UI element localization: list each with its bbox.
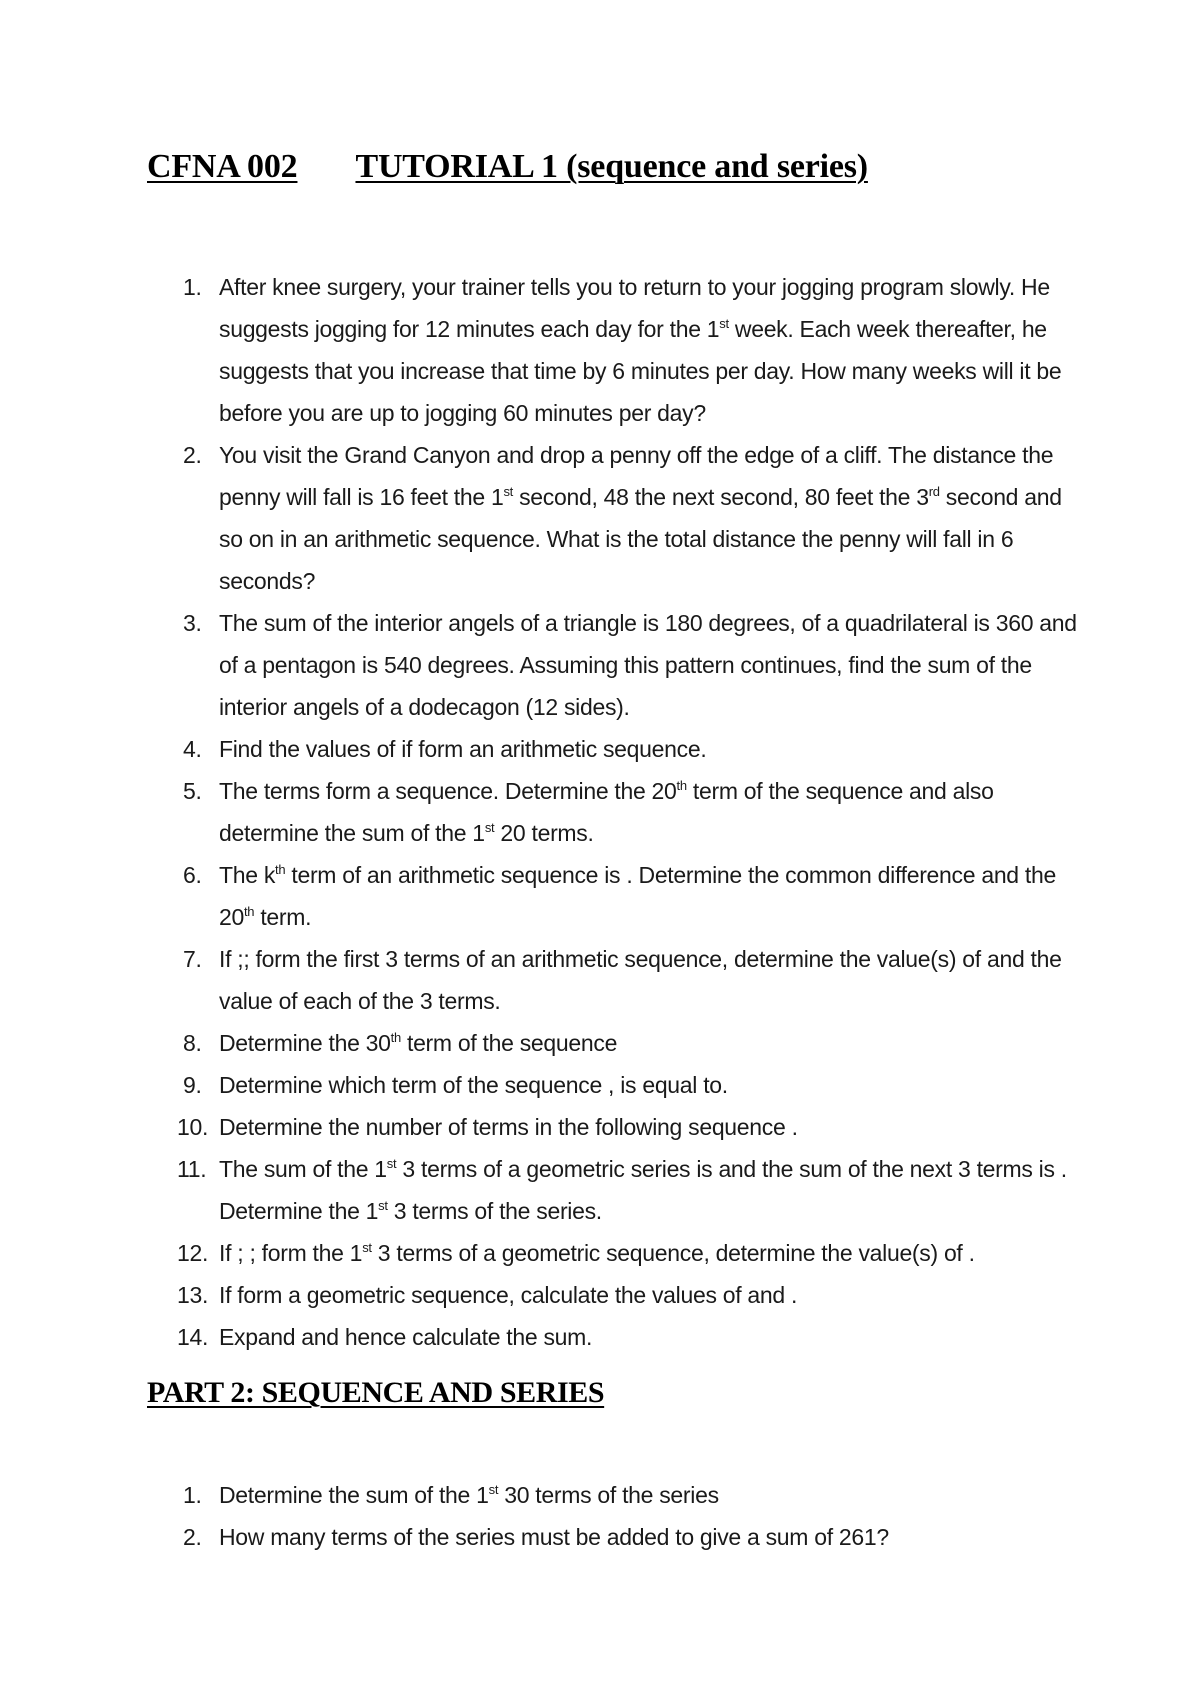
question-text: second, 48 the next second, 80 feet the 3 (512, 484, 929, 510)
question-item (0, 1274, 1079, 1316)
part1-question-list (0, 266, 1079, 1358)
question-item (0, 728, 1079, 770)
question-number: 4. (183, 736, 202, 762)
question-number: 13. (177, 1282, 209, 1308)
question-number: 2. (183, 442, 202, 468)
question-text: The terms form a sequence. Determine the 20 (219, 778, 677, 804)
question-item (0, 1516, 1079, 1558)
tutorial-title: TUTORIAL 1 (sequence and series) (355, 148, 868, 185)
question-number: 6. (183, 862, 202, 888)
ordinal-suffix: st (503, 484, 513, 499)
ordinal-suffix: st (484, 820, 495, 835)
ordinal-suffix: th (390, 1030, 401, 1045)
question-text: How many terms of the series must be added to give a sum of 261? (219, 1524, 889, 1550)
question-text: 3 terms of a geometric series is and the sum of the next 3 terms is . Determine the 1 (219, 1156, 1067, 1224)
question-number: 3. (183, 610, 202, 636)
ordinal-suffix: st (378, 1198, 388, 1213)
question-text: 30 terms of the series (498, 1482, 719, 1508)
question-text: Determine the sum of the 1 (219, 1482, 489, 1508)
ordinal-suffix: st (488, 1482, 499, 1497)
part2-question-list (0, 1474, 1079, 1558)
ordinal-suffix: rd (928, 484, 940, 499)
question-text: 3 terms of a geometric sequence, determine the value(s) of . (371, 1240, 975, 1266)
question-text: Determine the 30 (219, 1030, 391, 1056)
ordinal-suffix: st (386, 1156, 397, 1171)
question-text: The sum of the interior angels of a triangle is 180 degrees, of a quadrilateral is 360 and of a pentagon is 540 degrees. Assuming this pattern continues, find the sum of the interior angels of a dodecagon (12 sides). (219, 610, 1077, 720)
question-number: 2. (183, 1524, 202, 1550)
page-title (147, 148, 898, 186)
question-text: Find the values of if form an arithmetic sequence. (219, 736, 707, 762)
question-number: 1. (183, 274, 202, 300)
ordinal-suffix: th (275, 862, 286, 877)
question-item (0, 1022, 1079, 1064)
question-item (0, 266, 1079, 434)
question-text: If ;; form the first 3 terms of an arithmetic sequence, determine the value(s) of and the value of each of the 3 terms. (219, 946, 1062, 1014)
ordinal-suffix: th (676, 778, 687, 793)
question-text: You visit the Grand Canyon and drop a penny off the edge of a cliff. The distance the penny will fall is 16 feet the 1 (219, 442, 1054, 510)
question-text: 3 terms of the series. (387, 1198, 602, 1224)
question-item (0, 938, 1079, 1022)
question-text: The sum of the 1 (219, 1156, 387, 1182)
question-number: 9. (183, 1072, 202, 1098)
ordinal-suffix: th (243, 904, 255, 919)
ordinal-suffix: st (362, 1240, 372, 1255)
question-item (0, 1232, 1079, 1274)
question-item (0, 1316, 1079, 1358)
course-code: CFNA 002 (147, 148, 298, 185)
question-text: 20 terms. (494, 820, 594, 846)
question-item (0, 602, 1079, 728)
question-text: Determine the number of terms in the following sequence . (219, 1114, 798, 1140)
question-text: term of the sequence and also determine the sum of the 1 (219, 778, 994, 846)
question-text: second and so on in an arithmetic sequence. What is the total distance the penny will fall in 6 seconds? (219, 484, 1062, 594)
question-number: 10. (177, 1114, 209, 1140)
question-number: 12. (177, 1240, 209, 1266)
question-number: 1. (183, 1482, 202, 1508)
question-number: 5. (183, 778, 202, 804)
question-text: term. (254, 904, 312, 930)
ordinal-suffix: st (719, 316, 729, 331)
question-number: 8. (183, 1030, 202, 1056)
question-text: The k (219, 862, 276, 888)
question-item (0, 434, 1079, 602)
question-number: 11. (177, 1156, 207, 1182)
question-text: Expand and hence calculate the sum. (219, 1324, 593, 1350)
question-text: term of the sequence (400, 1030, 618, 1056)
question-item (0, 770, 1079, 854)
question-item (0, 1106, 1079, 1148)
question-item (0, 1064, 1079, 1106)
question-text: If ; ; form the 1 (219, 1240, 363, 1266)
question-text: week. Each week thereafter, he suggests that you increase that time by 6 minutes per day. How many weeks will it be before you are up to jogging 60 minutes per day? (219, 316, 1062, 426)
question-text: term of an arithmetic sequence is . Determine the common difference and the 20 (219, 862, 1056, 930)
question-item (0, 1148, 1079, 1232)
question-item (0, 1474, 1079, 1516)
question-text: After knee surgery, your trainer tells you to return to your jogging program slowly. He suggests jogging for 12 minutes each day for the 1 (219, 274, 1050, 342)
question-number: 7. (183, 946, 202, 972)
question-number: 14. (177, 1324, 209, 1350)
question-item (0, 854, 1079, 938)
part2-heading: PART 2: SEQUENCE AND SERIES (147, 1376, 605, 1409)
question-text: If form a geometric sequence, calculate the values of and . (219, 1282, 798, 1308)
question-text: Determine which term of the sequence , is equal to. (219, 1072, 728, 1098)
